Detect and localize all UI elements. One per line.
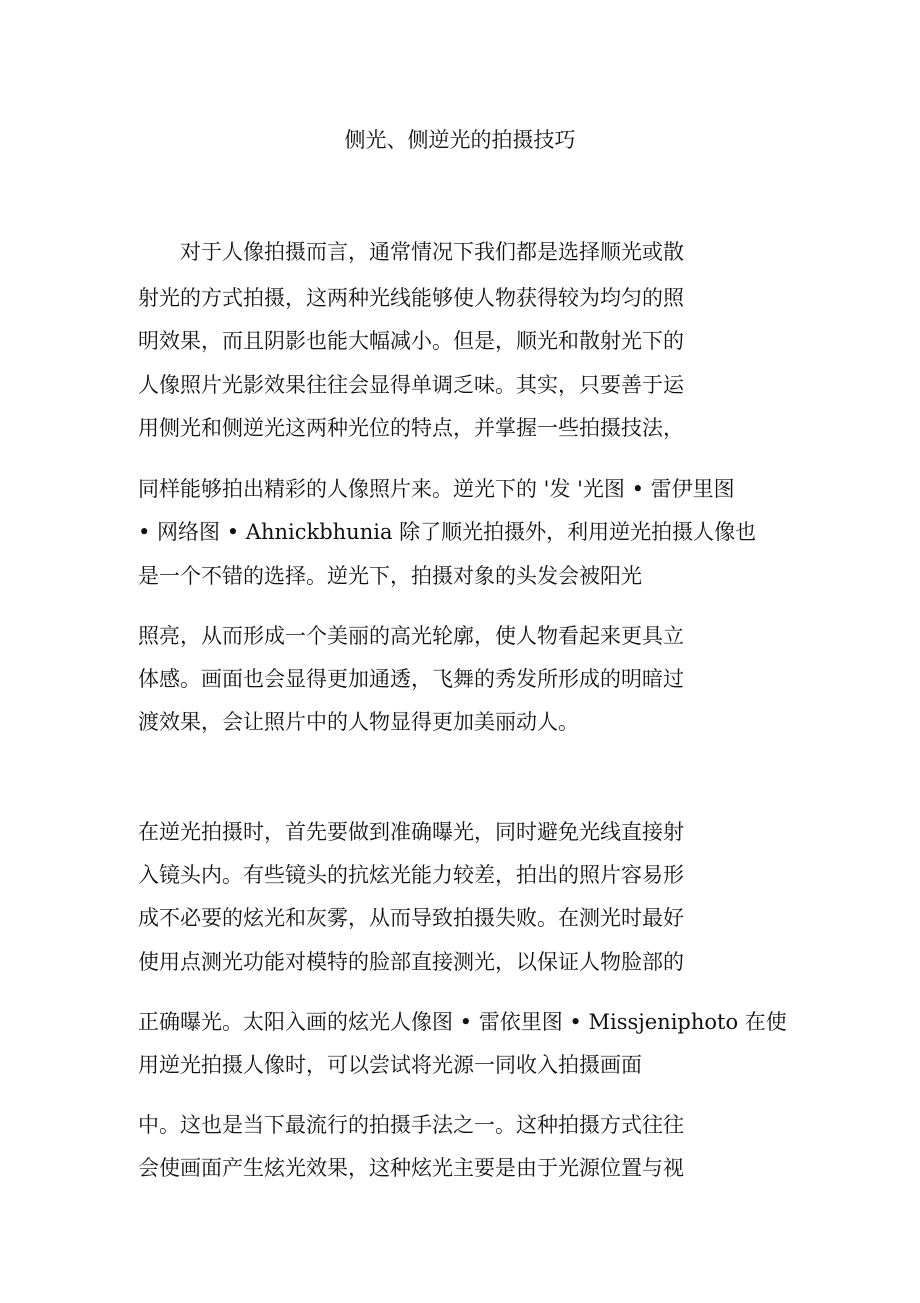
text-line: 正确曝光。太阳入画的炫光人像图 • 雷依里图 • Missjeniphoto 在使: [138, 1010, 787, 1034]
text-line: 中。这也是当下最流行的拍摄手法之一。这种拍摄方式往往: [138, 1113, 684, 1137]
text-line: 射光的方式拍摄，这两种光线能够使人物获得较为均匀的照: [138, 286, 684, 310]
text-line: 对于人像拍摄而言，通常情况下我们都是选择顺光或散: [180, 240, 684, 264]
document-title: 侧光、侧逆光的拍摄技巧: [344, 128, 576, 152]
text-line: 渡效果，会让照片中的人物显得更加美丽动人。: [138, 710, 579, 734]
text-line: 在逆光拍摄时，首先要做到准确曝光，同时避免光线直接射: [138, 820, 684, 844]
text-line: 明效果，而且阴影也能大幅减小。但是，顺光和散射光下的: [138, 329, 684, 353]
text-line: 使用点测光功能对模特的脸部直接测光，以保证人物脸部的: [138, 950, 684, 974]
text-line: 用逆光拍摄人像时，可以尝试将光源一同收入拍摄画面: [138, 1053, 642, 1077]
text-line: 用侧光和侧逆光这两种光位的特点，并掌握一些拍摄技法，: [138, 416, 684, 440]
text-line: 人像照片光影效果往往会显得单调乏味。其实，只要善于运: [138, 373, 684, 397]
text-line: 入镜头内。有些镜头的抗炫光能力较差，拍出的照片容易形: [138, 863, 684, 887]
text-line: 照亮，从而形成一个美丽的高光轮廓，使人物看起来更具立: [138, 624, 684, 648]
text-line: 会使画面产生炫光效果，这种炫光主要是由于光源位置与视: [138, 1156, 684, 1180]
text-line: 同样能够拍出精彩的人像照片来。逆光下的 '发 '光图 • 雷伊里图: [138, 477, 735, 501]
text-line: 成不必要的炫光和灰雾，从而导致拍摄失败。在测光时最好: [138, 906, 684, 930]
text-line: • 网络图 • Ahnickbhunia 除了顺光拍摄外，利用逆光拍摄人像也: [138, 520, 757, 544]
text-line: 是一个不错的选择。逆光下，拍摄对象的头发会被阳光: [138, 564, 642, 588]
text-line: 体感。画面也会显得更加通透，飞舞的秀发所形成的明暗过: [138, 667, 684, 691]
